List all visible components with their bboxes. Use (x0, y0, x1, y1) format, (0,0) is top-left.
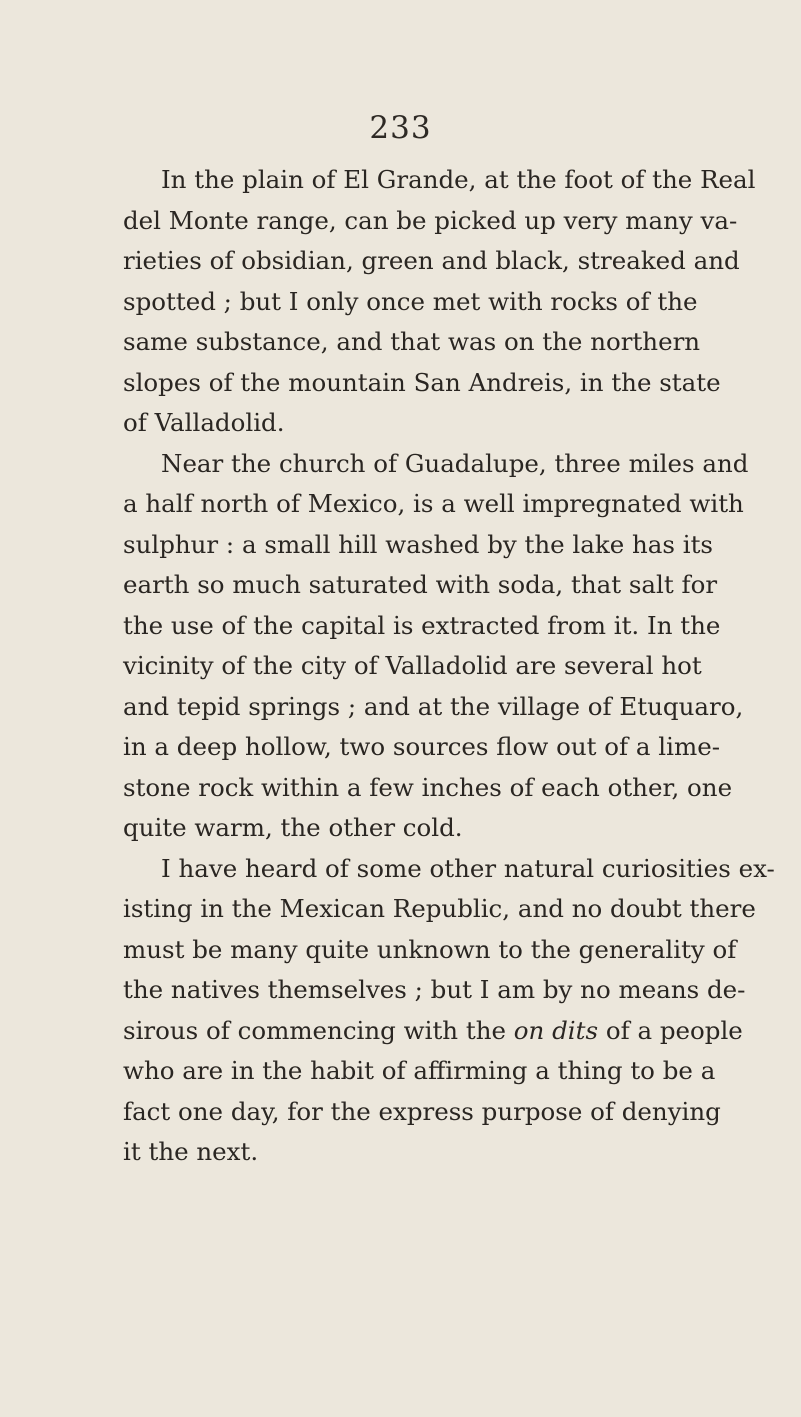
text-line: same substance, and that was on the northern (123, 327, 701, 356)
text-line: del Monte range, can be picked up very many va- (123, 205, 738, 235)
text-segment: sirous of commencing with the (123, 1015, 506, 1045)
text-line: I have heard of some other natural curiosities ex- (161, 853, 775, 883)
text-line: sulphur : a small hill washed by the lake has its (123, 529, 714, 559)
paragraph-1 (123, 160, 756, 444)
text-line: rieties of obsidian, green and black, streaked and (123, 246, 740, 275)
text-line: quite warm, the other cold. (123, 813, 463, 842)
text-line: the natives themselves ; but I am by no means de- (123, 975, 746, 1004)
text-line: isting in the Mexican Republic, and no doubt there (123, 894, 756, 923)
text-line: a half north of Mexico, is a well impregnated with (123, 489, 744, 518)
text-line: vicinity of the city of Valladolid are several hot (123, 651, 702, 680)
text-line: the use of the capital is extracted from it. In the (123, 610, 721, 640)
italic-phrase: on dits (513, 1015, 599, 1045)
text-line: fact one day, for the express purpose of denying (123, 1096, 721, 1126)
text-line: Near the church of Guadalupe, three miles and (161, 448, 749, 478)
body-text (123, 160, 775, 1173)
paragraph-3 (123, 849, 775, 1173)
text-segment: of a people (605, 1015, 743, 1045)
paragraph-2 (123, 444, 749, 849)
text-line: must be many quite unknown to the generality of (123, 934, 737, 964)
text-line: spotted ; but I only once met with rocks of the (123, 286, 698, 316)
text-line: slopes of the mountain San Andreis, in the state (123, 367, 721, 397)
text-line: and tepid springs ; and at the village of Etuquaro, (123, 691, 744, 721)
text-line (123, 1011, 743, 1052)
text-line: stone rock within a few inches of each other, one (123, 772, 733, 802)
text-line: In the plain of El Grande, at the foot of the Real (161, 165, 756, 194)
text-line: of Valladolid. (123, 408, 285, 437)
text-line: it the next. (123, 1137, 259, 1166)
page-number: 233 (369, 110, 432, 146)
text-line: who are in the habit of affirming a thing to be a (123, 1056, 716, 1085)
text-line: in a deep hollow, two sources flow out of a lime- (123, 732, 720, 761)
text-line: earth so much saturated with soda, that salt for (123, 570, 718, 599)
